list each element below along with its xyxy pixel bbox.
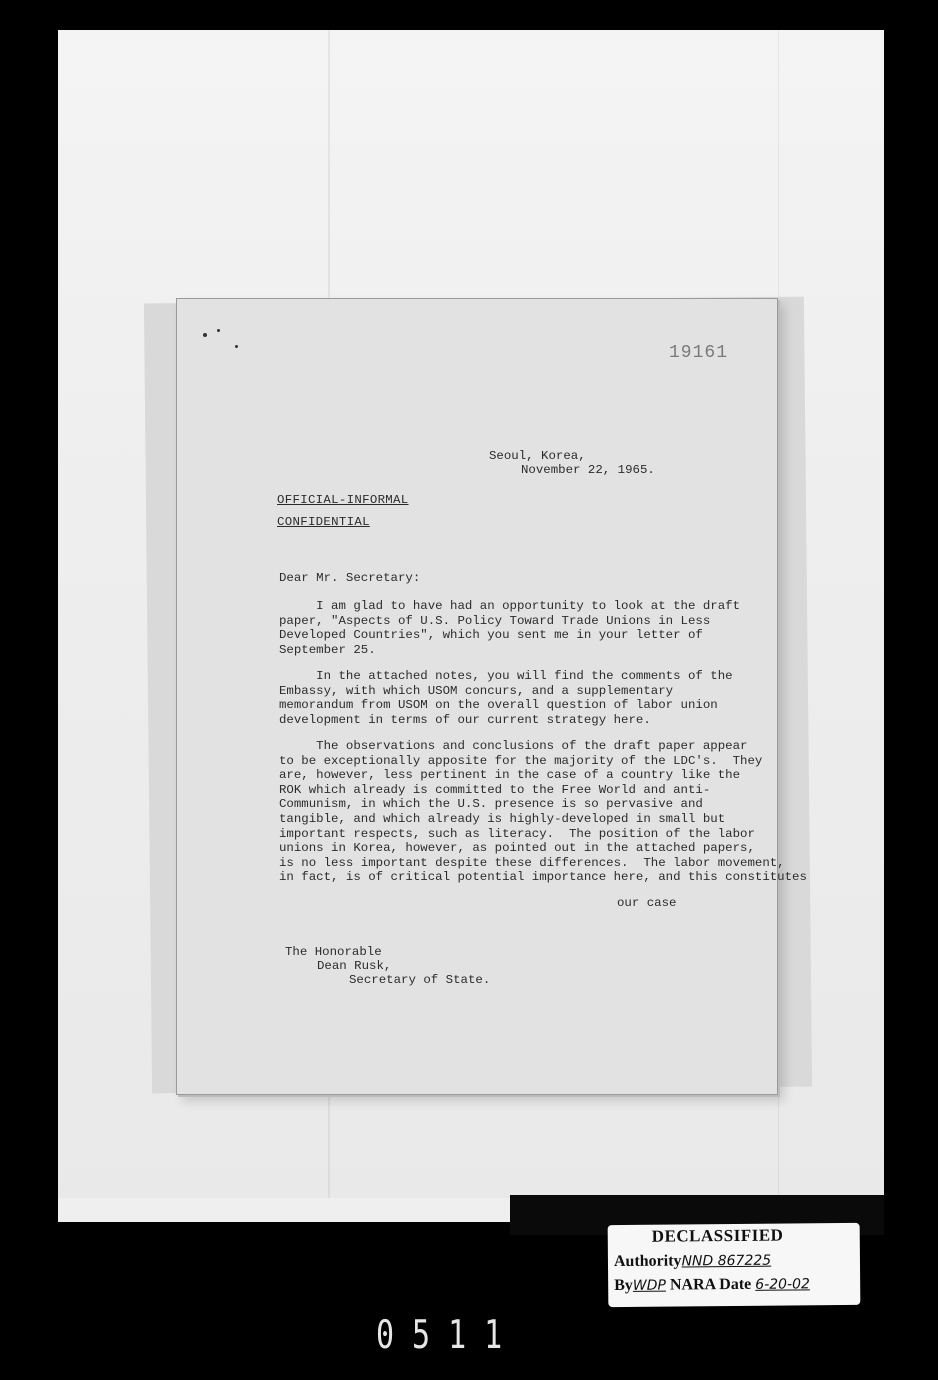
paragraph-line: I am glad to have had an opportunity to look at the draft [279, 599, 741, 613]
paragraph-line: to be exceptionally apposite for the majority of the LDC's. They [279, 753, 763, 768]
letter-place: Seoul, Korea, [489, 449, 586, 463]
letter-page [176, 298, 807, 1095]
classification-official-informal: OFFICIAL-INFORMAL [277, 493, 409, 507]
paragraph-line: tangible, and which already is highly-developed in small but [279, 811, 726, 826]
document-number: 19161 [669, 343, 729, 363]
paragraph-line: paper, "Aspects of U.S. Policy Toward Trade Unions in Less [279, 613, 711, 628]
ink-mark [235, 345, 238, 348]
paragraph-line: in fact, is of critical potential importance here, and this constitutes [279, 870, 807, 885]
ink-mark [203, 333, 207, 337]
film-frame-number: 0511 [376, 1312, 521, 1359]
paragraph-line: September 25. [279, 642, 376, 657]
stamp-nara-label: NARA Date [669, 1275, 752, 1294]
film-frame-bottom [58, 1198, 518, 1222]
paragraph-line: important respects, such as literacy. The position of the labor [279, 826, 755, 841]
paragraph-2 [279, 669, 739, 727]
stamp-by-value: WDP [632, 1277, 666, 1294]
paragraph-line: memorandum from USOM on the overall question of labor union [279, 698, 718, 713]
paragraph-line: development in terms of our current strategy here. [279, 712, 651, 727]
declassification-stamp [608, 1223, 861, 1307]
paragraph-line: In the attached notes, you will find the comments of the [279, 669, 733, 683]
paragraph-line: Embassy, with which USOM concurs, and a supplementary [279, 683, 674, 698]
stamp-date-value: 6-20-02 [755, 1276, 810, 1293]
paragraph-3 [279, 739, 807, 885]
paragraph-line: The observations and conclusions of the draft paper appear [279, 739, 748, 753]
paragraph-line: are, however, less pertinent in the case of a country like the [279, 768, 741, 783]
stamp-by-row [614, 1275, 810, 1295]
paragraph-line: unions in Korea, however, as pointed out in the attached papers, [279, 841, 755, 856]
letter-date: November 22, 1965. [521, 463, 655, 477]
paragraph-1 [279, 599, 739, 657]
continuation-catchword: our case [617, 896, 677, 910]
addressee-honorific: The Honorable [285, 945, 382, 959]
stamp-authority-row [614, 1252, 771, 1271]
addressee-title: Secretary of State. [349, 973, 491, 987]
salutation: Dear Mr. Secretary: [279, 571, 421, 585]
ink-mark [217, 329, 220, 332]
stamp-authority-label: Authority [613, 1252, 682, 1271]
paragraph-line: ROK which already is committed to the Free World and anti- [279, 782, 711, 797]
stamp-title: DECLASSIFIED [651, 1225, 784, 1246]
paragraph-line: Developed Countries", which you sent me in your letter of [279, 628, 703, 643]
stamp-authority-value: NND 867225 [681, 1252, 772, 1270]
addressee-name: Dean Rusk, [317, 959, 392, 973]
paragraph-line: is no less important despite these differences. The labor movement, [279, 855, 785, 870]
classification-confidential: CONFIDENTIAL [277, 515, 370, 529]
paragraph-line: Communism, in which the U.S. presence is so pervasive and [279, 797, 703, 812]
stamp-by-label: By [614, 1276, 633, 1295]
